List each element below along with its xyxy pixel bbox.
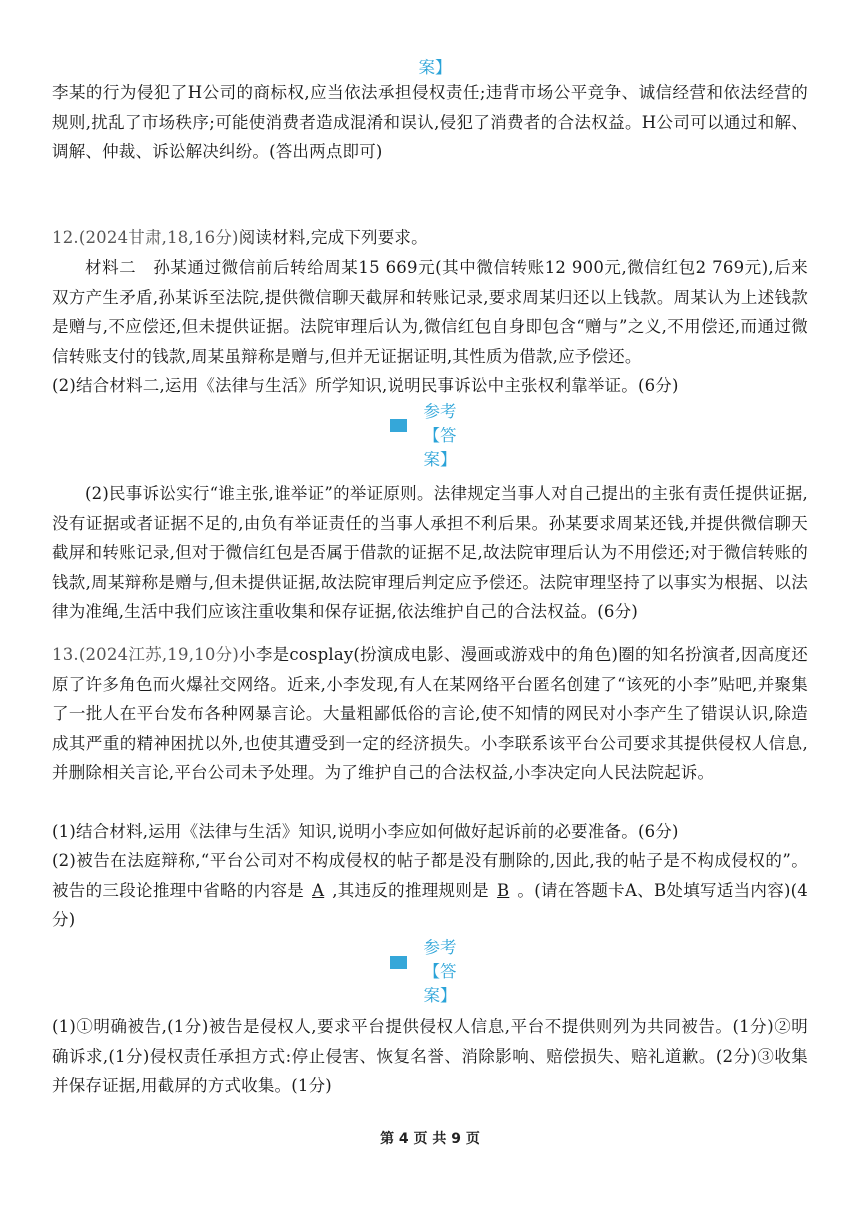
question-12-source: 12.(2024甘肃,18,16分)	[52, 228, 239, 247]
answer-label-line: 【答	[423, 426, 457, 445]
question-12-material	[52, 253, 808, 371]
answer-label-line: 案】	[418, 58, 452, 77]
answer-label-line: 案】	[423, 450, 457, 469]
subquestion-text: 。(请在答题卡A、B处填写适当内容)(4分)	[52, 880, 809, 929]
answer-marker-icon	[390, 956, 407, 969]
question-13-answer	[52, 1012, 808, 1101]
blank-b[interactable]: B	[496, 880, 510, 900]
question-13	[52, 640, 808, 788]
answer-label-line: 【答	[423, 962, 457, 981]
answer-label-line: 案】	[423, 986, 457, 1005]
answer-label	[400, 936, 480, 1008]
answer-marker-icon	[390, 419, 407, 432]
answer-label-line: 参考	[423, 402, 457, 421]
answer-text: 李某的行为侵犯了H公司的商标权,应当依法承担侵权责任;违背市场公平竞争、诚信经营和依法经营的规则,扰乱了市场秩序;可能使消费者造成混淆和误认,侵犯了消费者的合法权益。H公司可以通过和解、调解、仲裁、诉讼解决纠纷。(答出两点即可)	[52, 83, 808, 161]
answer-label-line: 参考	[423, 938, 457, 957]
subquestion-text: ,其违反的推理规则是	[332, 880, 489, 900]
answer-text-block	[52, 78, 808, 167]
subquestion-text: (1)结合材料,运用《法律与生活》知识,说明小李应如何做好起诉前的必要准备。(6分)	[52, 822, 679, 841]
answer-text: (1)①明确被告,(1分)被告是侵权人,要求平台提供侵权人信息,平台不提供则列为共同被告。(1分)②明确诉求,(1分)侵权责任承担方式:停止侵害、恢复名誉、消除影响、赔偿损失、赔礼道歉。(2分)③收集并保存证据,用截屏的方式收集。(1分)	[52, 1017, 808, 1095]
subquestion-text: (2)结合材料二,运用《法律与生活》所学知识,说明民事诉讼中主张权利靠举证。(6分)	[52, 376, 679, 395]
question-13-source: 13.(2024江苏,19,10分)	[52, 645, 239, 664]
answer-label-fragment	[395, 56, 475, 80]
answer-text: (2)民事诉讼实行“谁主张,谁举证”的举证原则。法律规定当事人对自己提出的主张有责任提供证据,没有证据或者证据不足的,由负有举证责任的当事人承担不利后果。孙某要求周某还钱,并提供微信聊天截屏和转账记录,但对于微信红包是否属于借款的证据不足,故法院审理后认为不用偿还;对于微信转账的钱款,周某辩称是赠与,但未提供证据,故法院审理后判定应予偿还。法院审理坚持了以事实为根据、以法律为准绳,生活中我们应该注重收集和保存证据,依法维护自己的合法权益。(6分)	[52, 484, 808, 621]
blank-a[interactable]: A	[312, 880, 325, 900]
question-13-subquestion-1	[52, 817, 808, 847]
question-12-subquestion	[52, 371, 808, 401]
question-12-answer	[52, 479, 808, 627]
subquestion-text: (2)被告在法庭辩称,“平台公司对不构成侵权的帖子都是没有删除的,因此,我的帖子是不构成侵权的”。被告的三段论推理中省略的内容是	[52, 851, 808, 900]
question-13-material: 小李是cosplay(扮演成电影、漫画或游戏中的角色)圈的知名扮演者,因高度还原了许多角色而火爆社交网络。近来,小李发现,有人在某网络平台匿名创建了“该死的小李”贴吧,并聚集了一批人在平台发布各种网暴言论。大量粗鄙低俗的言论,使不知情的网民对小李产生了错误认识,除造成其严重的精神困扰以外,也使其遭受到一定的经济损失。小李联系该平台公司要求其提供侵权人信息,并删除相关言论,平台公司未予处理。为了维护自己的合法权益,小李决定向人民法院起诉。	[52, 645, 809, 782]
answer-label	[400, 400, 480, 472]
page-footer: 第 4 页 共 9 页	[380, 1131, 480, 1147]
question-12	[52, 223, 808, 253]
material-text: 材料二 孙某通过微信前后转给周某15 669元(其中微信转账12 900元,微信红包2 769元),后来双方产生矛盾,孙某诉至法院,提供微信聊天截屏和转账记录,要求周某归还以上钱款。周某认为上述钱款是赠与,不应偿还,但未提供证据。法院审理后认为,微信红包自身即包含“赠与”之义,不用偿还,而通过微信转账支付的钱款,周某虽辩称是赠与,但并无证据证明,其性质为借款,应予偿还。	[52, 258, 808, 366]
question-12-instruction: 阅读材料,完成下列要求。	[238, 228, 428, 247]
question-13-subquestion-2	[52, 846, 808, 935]
